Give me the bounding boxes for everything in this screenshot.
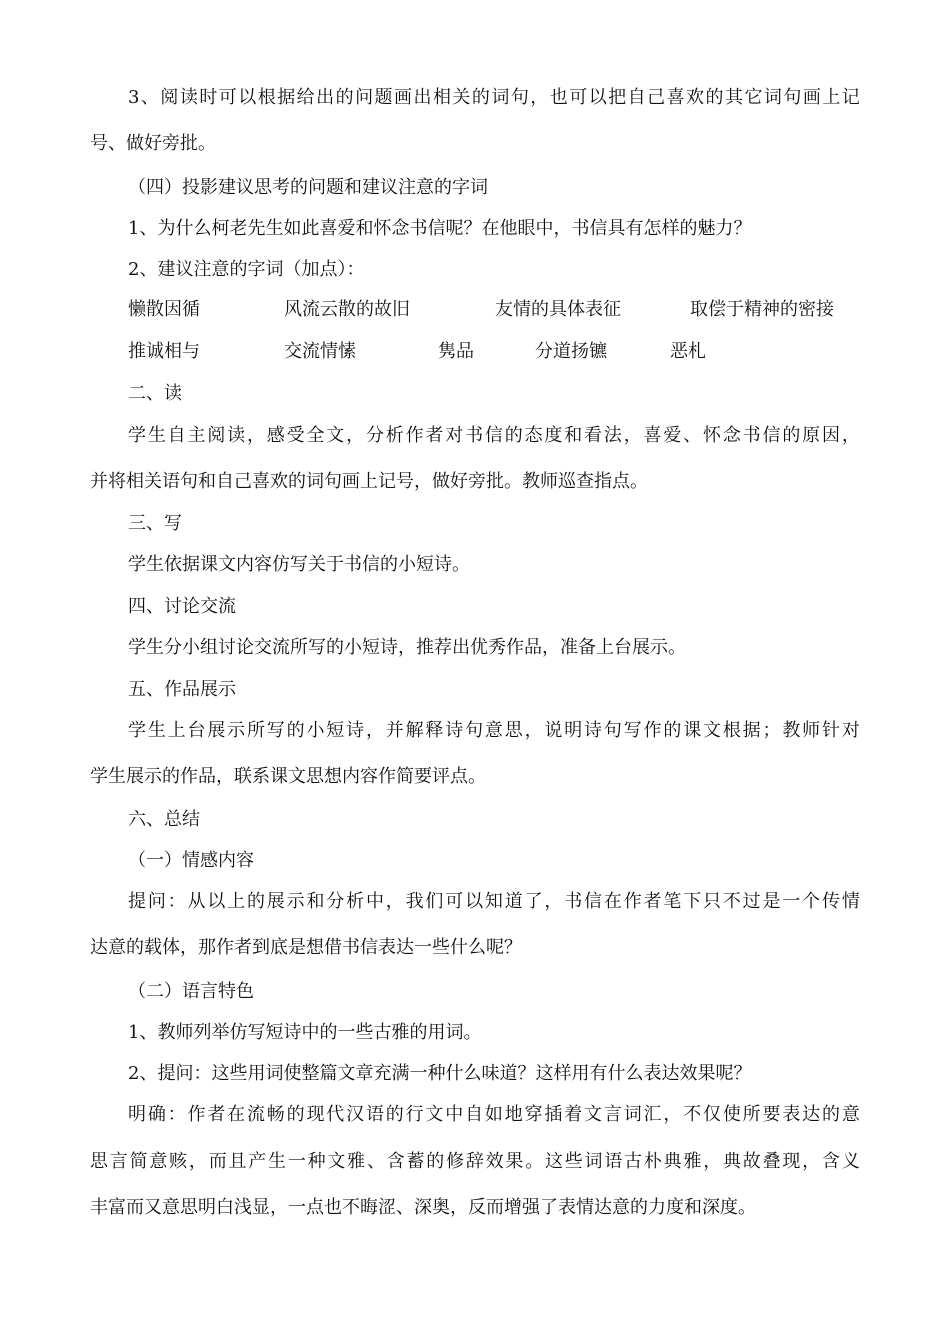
section-heading: 五、作品展示 [128, 679, 236, 700]
word-item: 友情的具体表征 [495, 299, 621, 320]
paragraph-line: 思 言 简 意 赅 ， 而 且 产 生 一 种 文 雅 、 含 蓄 的 修 辞 效 果 。 这 些 词 语 古 朴 典 雅 ， 典 故 叠 现 ， 含 义 [90, 1151, 860, 1172]
paragraph-line: 2、建议注意的字词（加点）： [128, 259, 365, 280]
paragraph-line: 学生依据课文内容仿写关于书信的小短诗。 [128, 554, 470, 575]
word-item: 恶札 [670, 341, 706, 362]
word-item: 推诚相与 [128, 341, 200, 362]
section-heading: 四、讨论交流 [128, 596, 236, 617]
word-list-row-1 [0, 298, 950, 322]
word-item: 懒散因循 [128, 299, 200, 320]
paragraph-line: 达意的载体，那作者到底是想借书信表达一些什么呢？ [90, 937, 522, 958]
paragraph-line: 并将相关语句和自己喜欢的词句画上记号，做好旁批。教师巡查指点。 [90, 471, 648, 492]
word-item: 风流云散的故旧 [284, 299, 410, 320]
paragraph-line: 学生分小组讨论交流所写的小短诗，推荐出优秀作品，准备上台展示。 [128, 637, 686, 658]
section-heading: （四）投影建议思考的问题和建议注意的字词 [128, 177, 488, 198]
word-list-row-2 [0, 340, 950, 364]
paragraph-line: 明 确 ： 作 者 在 流 畅 的 现 代 汉 语 的 行 文 中 自 如 地 穿 插 着 文 言 词 汇 ， 不 仅 使 所 要 表 达 的 意 [128, 1104, 860, 1125]
section-heading: 六、总结 [128, 809, 200, 830]
paragraph-line: 号、做好旁批。 [90, 133, 216, 154]
paragraph-line: 学 生 自 主 阅 读 ， 感 受 全 文 ， 分 析 作 者 对 书 信 的 态 度 和 看 法 ， 喜 爱 、 怀 念 书 信 的 原 因 ， [128, 425, 860, 446]
subsection-heading: （二）语言特色 [128, 981, 254, 1002]
paragraph-line: 丰富而又意思明白浅显，一点也不晦涩、深奥，反而增强了表情达意的力度和深度。 [90, 1197, 756, 1218]
paragraph-line: 1、教师列举仿写短诗中的一些古雅的用词。 [128, 1022, 482, 1043]
word-item: 隽品 [438, 341, 474, 362]
subsection-heading: （一）情感内容 [128, 850, 254, 871]
paragraph-line: 学生展示的作品，联系课文思想内容作简要评点。 [90, 766, 486, 787]
paragraph-line: 3 、 阅 读 时 可 以 根 据 给 出 的 问 题 画 出 相 关 的 词 句 ， 也 可 以 把 自 己 喜 欢 的 其 它 词 句 画 上 记 [128, 87, 860, 108]
paragraph-line: 提 问 ： 从 以 上 的 展 示 和 分 析 中 ， 我 们 可 以 知 道 了 ， 书 信 在 作 者 笔 下 只 不 过 是 一 个 传 情 [128, 891, 860, 912]
word-item: 分道扬镳 [535, 341, 607, 362]
word-item: 取偿于精神的密接 [690, 299, 834, 320]
section-heading: 三、写 [128, 513, 182, 534]
paragraph-line: 2、提问：这些用词使整篇文章充满一种什么味道？这样用有什么表达效果呢？ [128, 1063, 752, 1084]
section-heading: 二、读 [128, 383, 182, 404]
paragraph-line: 学 生 上 台 展 示 所 写 的 小 短 诗 ， 并 解 释 诗 句 意 思 ， 说 明 诗 句 写 作 的 课 文 根 据 ； 教 师 针 对 [128, 720, 860, 741]
word-item: 交流情愫 [284, 341, 356, 362]
paragraph-line: 1、为什么柯老先生如此喜爱和怀念书信呢？在他眼中，书信具有怎样的魅力？ [128, 218, 752, 239]
